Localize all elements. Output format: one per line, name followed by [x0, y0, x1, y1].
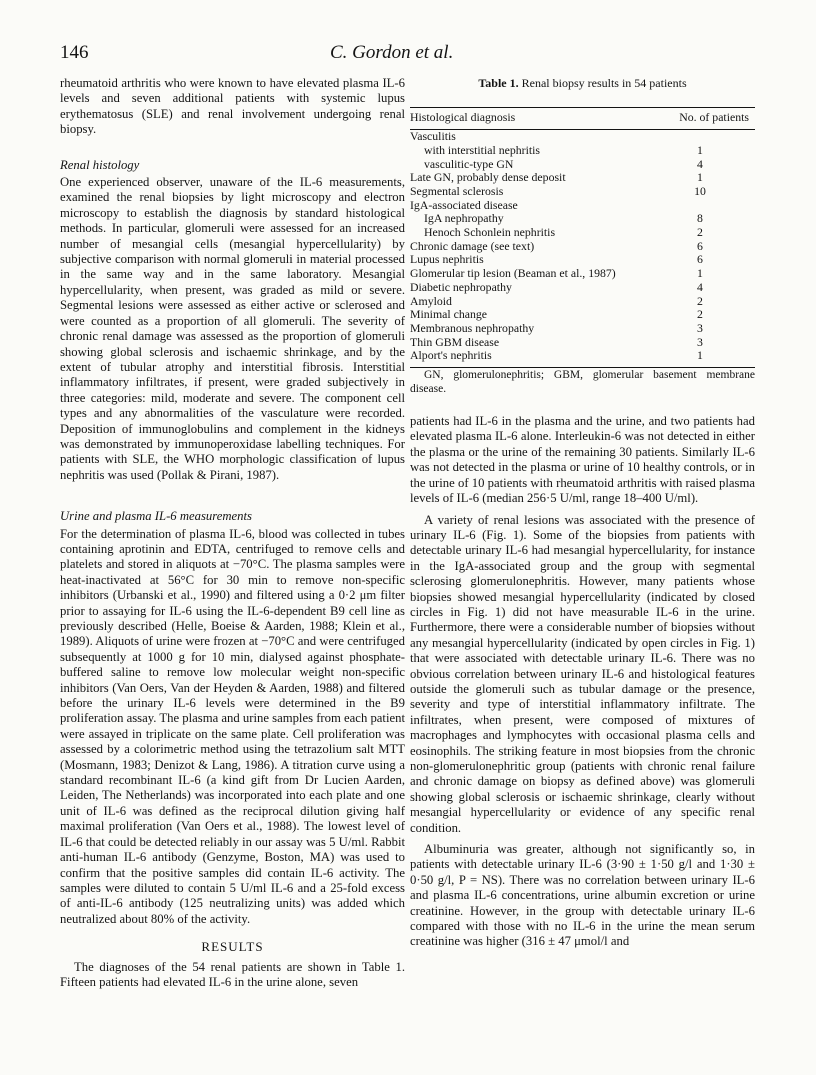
left-column [60, 76, 405, 990]
diagnosis-cell: vasculitic-type GN [424, 156, 514, 171]
patient-count-cell: 10 [694, 183, 706, 198]
diagnosis-cell: Chronic damage (see text) [410, 238, 535, 253]
diagnosis-cell: Vasculitis [410, 129, 456, 144]
patient-count-cell: 1 [697, 266, 703, 281]
diagnosis-cell: Amyloid [410, 293, 452, 308]
diagnosis-cell: IgA nephropathy [424, 211, 504, 226]
table-row [410, 185, 755, 199]
patient-count-cell: 6 [697, 238, 703, 253]
table-row [410, 240, 755, 254]
running-header-authors: C. Gordon et al. [330, 42, 454, 63]
table-label: Table 1. [478, 76, 519, 90]
diagnosis-cell: Henoch Schonlein nephritis [424, 225, 556, 240]
patient-count-cell: 3 [697, 334, 703, 349]
diagnosis-cell: Segmental sclerosis [410, 183, 504, 198]
table-row [410, 295, 755, 309]
results-continued-paragraph: patients had IL-6 in the plasma and the urine, and two patients had elevated plasma IL-6 alone. Interleukin-6 was not detected in either the plasma or the urine of the remaining 30 patients. Similarly IL-6 was not detected in the plasma or urine of 10 healthy controls, or in the urine of 10 patients with rheumatoid arthritis with raised plasma levels of IL-6 (median 256·5 U/ml, range 18–400 U/ml). [410, 414, 755, 506]
diagnosis-cell: Thin GBM disease [410, 334, 500, 349]
renal-histology-paragraph: One experienced observer, unaware of the IL-6 measurements, examined the renal biopsies by light microscopy and electron microscopy to establish the diagnosis by standard histological methods. In particular, glomeruli were assessed for an increased number of mesangial cells (mesangial hypercellularity) by subjective comparison with normal glomeruli in material processed in the same way and in the same laboratory. Mesangial hypercellularity, when present, was graded as mild or severe. Segmental lesions were assessed as either active or sclerosed and were counted as a proportion of all glomeruli. The severity of chronic renal damage was assessed as the proportion of glomeruli showing global sclerosis and ischaemic shrinkage, and by the extent of tubular atrophy and interstitial fibrosis. Interstitial inflammatory infiltrates, if present, were graded subjectively in three categories: mild, moderate and severe. The component cell types and any abnormalities of the vasculature were recorded. Deposition of immunoglobulins and complement in the kidneys was demonstrated by immunoperoxidase labelling techniques. For patients with SLE, the WHO morphologic classification of lupus nephritis was used (Pollak & Pirani, 1987). [60, 175, 405, 482]
table-title-text: Renal biopsy results in 54 patients [521, 76, 687, 90]
patient-count-cell [645, 130, 755, 144]
urine-plasma-heading: Urine and plasma IL-6 measurements [60, 509, 252, 524]
table-row [410, 212, 755, 226]
diagnosis-cell: Late GN, probably dense deposit [410, 170, 566, 185]
diagnosis-cell: Diabetic nephropathy [410, 279, 512, 294]
patient-count-cell: 1 [697, 142, 703, 157]
renal-biopsy-table [410, 107, 755, 368]
patient-count-cell: 4 [697, 156, 703, 171]
urine-plasma-paragraph: For the determination of plasma IL-6, blood was collected in tubes containing aprotinin and EDTA, centrifuged to remove cells and platelets and stored in aliquots at −70°C. The plasma samples were heat-inactivated at 56°C for 30 min to remove non-specific inhibitors (Urbanski et al., 1990) and filtered using a 0·2 μm filter prior to assaying for IL-6 using the IL-6-dependent B9 cell line as previously described (Helle, Boeise & Aarden, 1988; Klein et al., 1989). Aliquots of urine were frozen at −70°C and were centrifuged subsequently at 1000 g for 10 min, dialysed against phosphate-buffered saline to remove low molecular weight non-specific inhibitors (Van Oers, Van der Heyden & Aarden, 1988) and filtered before the urinary IL-6 levels were determined in the B9 proliferation assay. The plasma and urine samples from each patient were assayed in triplicate on the same plate. Cell proliferation was assessed by a colorimetric method using the tetrazolium salt MTT (Mosmann, 1983; Denizot & Lang, 1986). A titration curve using a standard recombinant IL-6 (a kind gift from Dr Lucien Aarden, Leiden, The Netherlands) was incorporated into each plate and one unit of IL-6 was defined as the reciprocal dilution giving half maximal proliferation (Van Oers et al., 1988). The lowest level of IL-6 that could be detected reliably in our assay was 5 U/ml. Rabbit anti-human IL-6 antibody (Genzyme, Boston, MA) was used to confirm that the positive samples did contain IL-6 activity. The samples were diluted to contain 5 U/ml IL-6 and a 25-fold excess of anti-IL-6 antibody (125 neutralizing units) was added which neutralized about 80% of the activity. [60, 526, 405, 926]
diagnosis-cell: Glomerular tip lesion (Beaman et al., 1987) [410, 266, 616, 281]
table-row [410, 253, 755, 267]
patient-count-cell: 2 [697, 293, 703, 308]
intro-paragraph: rheumatoid arthritis who were known to have elevated plasma IL-6 levels and seven additional patients with systemic lupus erythematosus (SLE) and renal involvement undergoing renal biopsy. [60, 76, 405, 137]
patient-count-cell: 1 [697, 170, 703, 185]
table-row [410, 267, 755, 281]
results-paragraph: The diagnoses of the 54 renal patients are shown in Table 1. Fifteen patients had elevated IL-6 in the urine alone, seven [60, 959, 405, 989]
patient-count-cell: 2 [697, 307, 703, 322]
diagnosis-cell: Membranous nephropathy [410, 320, 535, 335]
patient-count-cell: 2 [697, 225, 703, 240]
results-heading: RESULTS [201, 939, 264, 955]
albuminuria-paragraph: Albuminuria was greater, although not significantly so, in patients with detectable urinary IL-6 (3·90 ± 1·50 g/l and 1·30 ± 0·50 g/l, P = NS). There was no correlation between urinary IL-6 and plasma IL-6 concentrations, urine albumin excretion or urine creatinine. However, in the group with detectable urinary IL-6 compared with those with no IL-6 in the urine the mean serum creatinine was higher (316 ± 47 μmol/l and [410, 842, 755, 949]
column-header-patients: No. of patients [645, 108, 755, 130]
page-number: 146 [60, 42, 89, 63]
table-row [410, 336, 755, 350]
diagnosis-cell: Alport's nephritis [410, 349, 645, 367]
renal-histology-heading: Renal histology [60, 157, 140, 172]
table-row [410, 144, 755, 158]
table-row [410, 130, 755, 144]
patient-count-cell [645, 199, 755, 213]
patient-count-cell: 8 [697, 211, 703, 226]
table-footnote: GN, glomerulonephritis; GBM, glomerular basement membrane disease. [410, 369, 755, 396]
table-row [410, 349, 755, 367]
patient-count-cell: 4 [697, 279, 703, 294]
column-header-diagnosis: Histological diagnosis [410, 108, 645, 130]
patient-count-cell: 6 [697, 252, 703, 267]
renal-lesions-paragraph: A variety of renal lesions was associated with the presence of urinary IL-6 (Fig. 1). Some of the biopsies from patients with detectable urinary IL-6 had mesangial hypercellularity, for instance in the IgA-associated group and the group with segmental sclerosing glomerulonephritis. However, many patients whose biopsies showed mesangial hypercellularity (indicated by closed circles in Fig. 1) did not have measurable IL-6 in the urine. Furthermore, there were a considerable number of biopsies without any mesangial hypercellularity (indicated by open circles in Fig. 1) that were associated with detectable urinary IL-6. There was no obvious correlation between urinary IL-6 and histological features outside the glomeruli such as tubular damage or the presence, severity and type of interstitial inflammatory infiltrate. The infiltrates, when present, were composed of mixtures of macrophages and lymphocytes with occasional plasma cells and eosinophils. The striking feature in most biopsies from the chronic non-glomerulonephritic group (patients with chronic renal failure and chronic damage on biopsy as defined above) was glomeruli showing global sclerosis or ischaemic shrinkage, clearly without mesangial hypercellularity or evidence of any specific renal condition. [410, 512, 755, 835]
diagnosis-cell: with interstitial nephritis [424, 142, 540, 157]
table-row [410, 158, 755, 172]
table-row [410, 171, 755, 185]
table-row [410, 226, 755, 240]
table-title [410, 76, 755, 91]
diagnosis-cell: IgA-associated disease [410, 197, 518, 212]
patient-count-cell: 3 [697, 320, 703, 335]
patient-count-cell: 1 [645, 349, 755, 367]
diagnosis-cell: Minimal change [410, 307, 487, 322]
right-column [410, 76, 755, 950]
diagnosis-cell: Lupus nephritis [410, 252, 484, 267]
table-row [410, 199, 755, 213]
table-row [410, 322, 755, 336]
table-row [410, 281, 755, 295]
table-row [410, 308, 755, 322]
